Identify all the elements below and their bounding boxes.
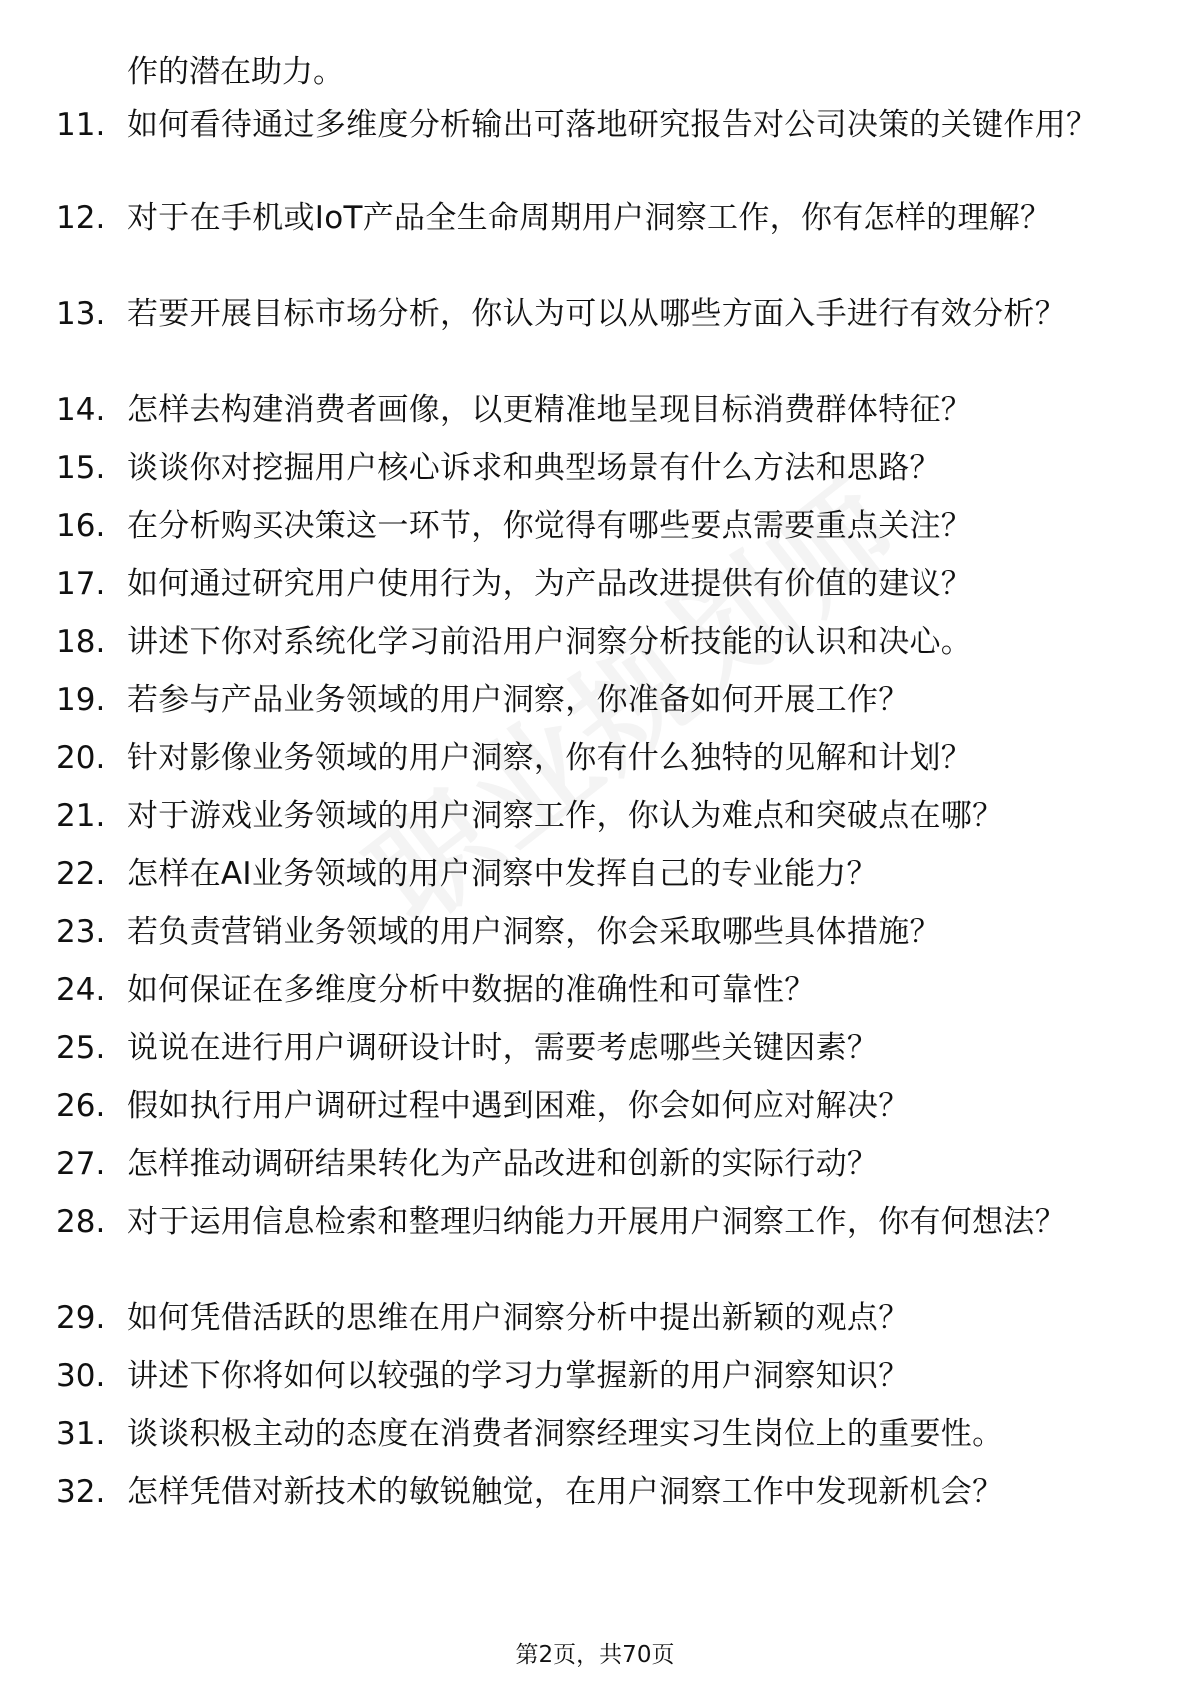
- question-number: 30.: [56, 1358, 106, 1394]
- question-number: 26.: [56, 1088, 106, 1124]
- question-number: 13.: [56, 296, 106, 332]
- question-number: 31.: [56, 1416, 106, 1452]
- question-number: 11.: [56, 107, 106, 143]
- question-number: 27.: [56, 1146, 106, 1182]
- question-number: 12.: [56, 200, 106, 236]
- question-text: 说说在进行用户调研设计时，需要考虑哪些关键因素？: [127, 1030, 879, 1066]
- question-text: 谈谈你对挖掘用户核心诉求和典型场景有什么方法和思路？: [127, 450, 941, 486]
- question-text: 若负责营销业务领域的用户洞察，你会采取哪些具体措施？: [127, 914, 941, 950]
- question-text: 在分析购买决策这一环节，你觉得有哪些要点需要重点关注？: [127, 508, 973, 544]
- question-text: 怎样去构建消费者画像，以更精准地呈现目标消费群体特征？: [127, 392, 973, 428]
- question-number: 15.: [56, 450, 106, 486]
- question-number: 16.: [56, 508, 106, 544]
- question-number: 21.: [56, 798, 106, 834]
- question-number: 29.: [56, 1300, 106, 1336]
- question-text: 假如执行用户调研过程中遇到困难，你会如何应对解决？: [127, 1088, 910, 1124]
- question-text: 讲述下你对系统化学习前沿用户洞察分析技能的认识和决心。: [127, 624, 973, 660]
- question-number: 19.: [56, 682, 106, 718]
- question-number: 24.: [56, 972, 106, 1008]
- question-number: 25.: [56, 1030, 106, 1066]
- question-text: 对于在手机或IoT产品全生命周期用户洞察工作，你有怎样的理解？: [127, 200, 1052, 236]
- question-text: 讲述下你将如何以较强的学习力掌握新的用户洞察知识？: [127, 1358, 910, 1394]
- question-text: 对于游戏业务领域的用户洞察工作，你认为难点和突破点在哪？: [127, 798, 1004, 834]
- question-text: 若参与产品业务领域的用户洞察，你准备如何开展工作？: [127, 682, 910, 718]
- question-text: 谈谈积极主动的态度在消费者洞察经理实习生岗位上的重要性。: [127, 1416, 1004, 1452]
- question-text: 若要开展目标市场分析，你认为可以从哪些方面入手进行有效分析？: [127, 296, 1066, 332]
- question-number: 23.: [56, 914, 106, 950]
- question-text: 如何看待通过多维度分析输出可落地研究报告对公司决策的关键作用？: [127, 107, 1098, 143]
- question-number: 28.: [56, 1204, 106, 1240]
- question-number: 18.: [56, 624, 106, 660]
- question-text: 怎样推动调研结果转化为产品改进和创新的实际行动？: [127, 1146, 879, 1182]
- question-number: 22.: [56, 856, 106, 892]
- question-text: 怎样凭借对新技术的敏锐触觉，在用户洞察工作中发现新机会？: [127, 1474, 1004, 1510]
- question-text: 怎样在AI业务领域的用户洞察中发挥自己的专业能力？: [127, 856, 878, 892]
- question-number: 17.: [56, 566, 106, 602]
- question-text: 如何凭借活跃的思维在用户洞察分析中提出新颖的观点？: [127, 1300, 910, 1336]
- question-text: 如何通过研究用户使用行为，为产品改进提供有价值的建议？: [127, 566, 973, 602]
- question-text: 对于运用信息检索和整理归纳能力开展用户洞察工作，你有何想法？: [127, 1204, 1066, 1240]
- question-number: 32.: [56, 1474, 106, 1510]
- question-number: 20.: [56, 740, 106, 776]
- question-text: 如何保证在多维度分析中数据的准确性和可靠性？: [127, 972, 816, 1008]
- question-number: 14.: [56, 392, 106, 428]
- question-text: 针对影像业务领域的用户洞察，你有什么独特的见解和计划？: [127, 740, 973, 776]
- page-footer: 第2页，共70页: [515, 1642, 675, 1668]
- continuation-text: 作的潜在助力。: [127, 54, 344, 90]
